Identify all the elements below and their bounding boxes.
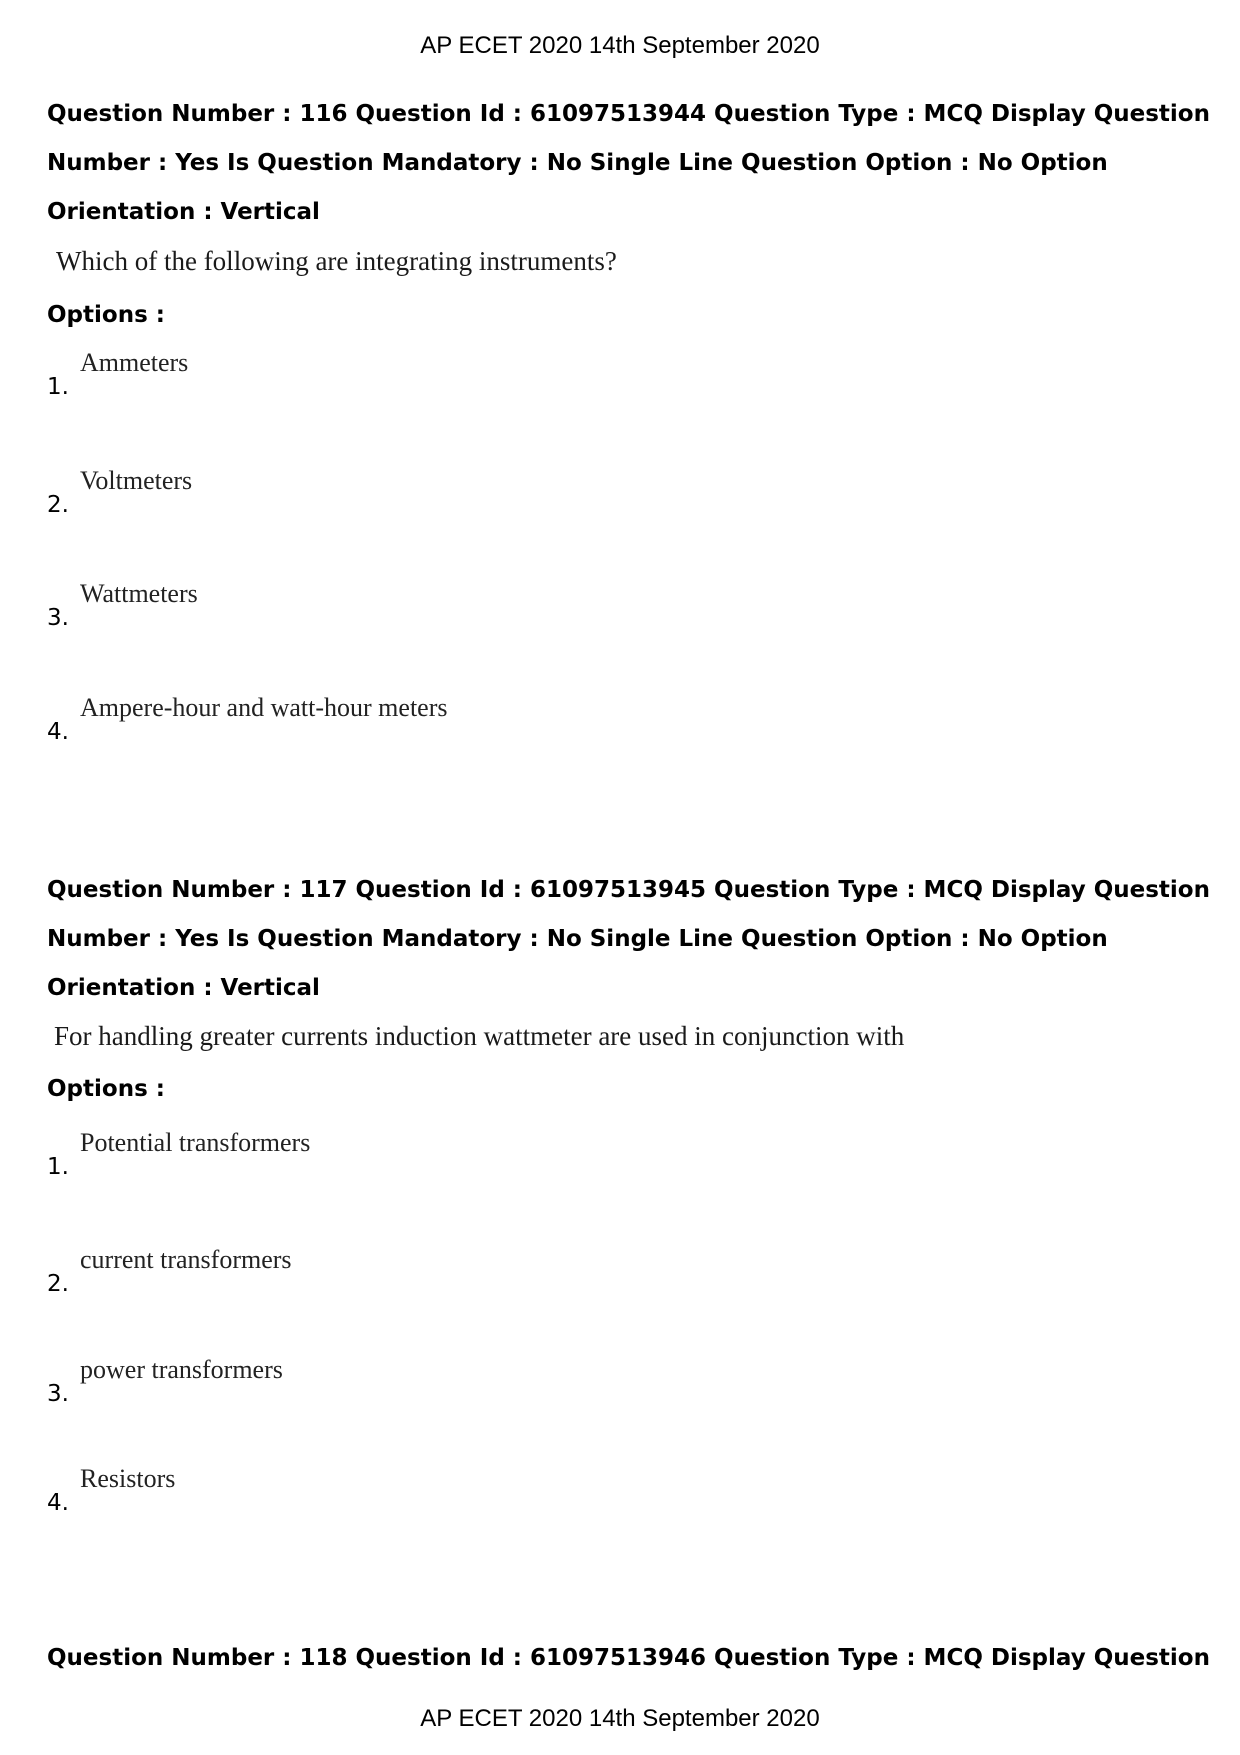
question-meta-line: Number : Yes Is Question Mandatory : No Single Line Question Option : No Option: [47, 150, 1108, 176]
option-text: Voltmeters: [80, 466, 193, 495]
page-footer: AP ECET 2020 14th September 2020: [420, 1705, 820, 1732]
option-item: [47, 1464, 947, 1524]
option-number: 4.: [47, 719, 69, 745]
option-item: [47, 1355, 947, 1415]
question-meta-line: Question Number : 116 Question Id : 61097513944 Question Type : MCQ Display Question: [47, 101, 1210, 127]
option-number: 1.: [47, 374, 69, 400]
question-meta-line: Question Number : 118 Question Id : 61097513946 Question Type : MCQ Display Question: [47, 1645, 1210, 1671]
option-item: [47, 693, 947, 753]
question-text: For handling greater currents induction wattmeter are used in conjunction with: [54, 1021, 905, 1051]
option-number: 3.: [47, 1381, 69, 1407]
option-number: 2.: [47, 492, 69, 518]
question-meta-line: Question Number : 117 Question Id : 61097513945 Question Type : MCQ Display Question: [47, 877, 1210, 903]
option-text: current transformers: [80, 1245, 292, 1274]
option-item: [47, 579, 947, 639]
option-text: Resistors: [80, 1464, 176, 1493]
option-number: 4.: [47, 1490, 69, 1516]
option-text: Potential transformers: [80, 1128, 311, 1157]
question-meta-line: Orientation : Vertical: [47, 975, 320, 1001]
option-item: [47, 466, 947, 526]
option-text: power transformers: [80, 1355, 283, 1384]
option-text: Ampere-hour and watt-hour meters: [80, 693, 448, 722]
option-number: 2.: [47, 1271, 69, 1297]
option-text: Wattmeters: [80, 579, 198, 608]
question-meta: [47, 1634, 1217, 1683]
option-item: [47, 1128, 947, 1188]
options-label: Options :: [47, 302, 165, 328]
option-number: 3.: [47, 605, 69, 631]
question-meta: [47, 90, 1217, 237]
page-header: AP ECET 2020 14th September 2020: [420, 32, 820, 59]
question-meta-line: Number : Yes Is Question Mandatory : No Single Line Question Option : No Option: [47, 926, 1108, 952]
question-meta: [47, 866, 1217, 1013]
option-text: Ammeters: [80, 348, 189, 377]
question-text: Which of the following are integrating instruments?: [56, 246, 617, 276]
option-item: [47, 348, 947, 408]
question-meta-line: Orientation : Vertical: [47, 199, 320, 225]
option-item: [47, 1245, 947, 1305]
options-label: Options :: [47, 1076, 165, 1102]
option-number: 1.: [47, 1154, 69, 1180]
